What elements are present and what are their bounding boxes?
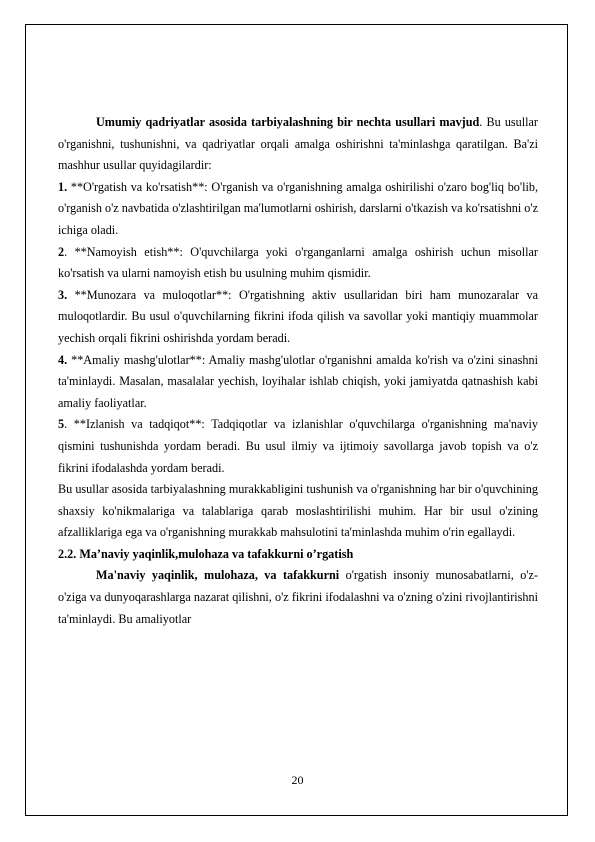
list-item-1 <box>58 177 538 242</box>
section-intro-text: o'rgatish insoniy munosabatlarni, o'z-o'ziga va dunyoqarashlarga nazarat qilishni, o'z fikrini ifodalashni va o'zning o'zini rivojlantirishni ta'minlaydi. Bu amaliyotlar <box>58 568 538 626</box>
list-item-5-text: . **Izlanish va tadqiqot**: Tadqiqotlar va izlanishlar o'quvchilarga o'rganishning ma'naviy qismini tushunishda yordam beradi. Bu usul ilmiy va ijtimoiy savollarga javob topish va o'z fikrini ifodalashda yordam beradi. <box>58 417 538 475</box>
section-intro-paragraph <box>58 565 538 630</box>
list-item-4-text: **Amaliy mashg'ulotlar**: Amaliy mashg'ulotlar o'rganishni amalda ko'rish va o'zini sinashni ta'minlaydi. Masalan, masalalar yechish, loyihalar ishlab chiqish, yoki jamiyatda qatnashish kabi amaliy faoliyatlar. <box>58 352 538 410</box>
intro-text: . Bu usullar o'rganishni, tushunishni, va qadriyatlar orqali amalga oshirishni ta'minlashga qaratilgan. Ba'zi mashhur usullar quyidagilardir: <box>58 115 538 173</box>
section-intro-bold-phrase: Ma'naviy yaqinlik, mulohaza, va tafakkurni <box>96 568 340 583</box>
list-item-2-number: 2 <box>58 244 65 259</box>
list-item-3-text: **Munozara va muloqotlar**: O'rgatishning aktiv usullaridan biri ham munozaralar va muloqotlardir. Bu usul o'quvchilarning fikrini ifoda qilish va savollar yoki mantiqiy muammolar yechish orqali fikrini oshirishda yordam beradi. <box>58 287 538 345</box>
list-item-4 <box>58 350 538 415</box>
list-item-1-number: 1. <box>58 179 68 194</box>
list-item-3-number: 3. <box>58 287 68 302</box>
list-item-1-text: **O'rgatish va ko'rsatish**: O'rganish va o'rganishning amalga oshirilishi o'zaro bog'liq bo'lib, o'rganish o'z navbatida o'zlashtirilgan ma'lumotlarni oshirish, darslarni o'tkazish va ko'rsatishni o'z ichiga oladi. <box>58 179 538 237</box>
list-item-4-number: 4. <box>58 352 68 367</box>
section-heading: 2.2. Ma’naviy yaqinlik,mulohaza va tafakkurni o’rgatish <box>58 546 354 561</box>
document-body <box>58 112 538 630</box>
page-number: 20 <box>291 773 304 787</box>
list-item-2-text: . **Namoyish etish**: O'quvchilarga yoki o'rganganlarni amalga oshirish uchun misollar ko'rsatish va ularni namoyish etish bu usulning muhim qismidir. <box>58 244 538 281</box>
conclusion-paragraph: Bu usullar asosida tarbiyalashning murakkabligini tushunish va o'rganishning har bir o'quvchining shaxsiy ko'nikmalariga va talablariga qarab moslashtirilishi muhim. Har bir usul o'zining afzalliklariga ega va o'rganishning murakkab mahsulotini ta'minlashda muhim o'rin egallaydi. <box>58 482 538 540</box>
intro-bold-phrase: Umumiy qadriyatlar asosida tarbiyalashning bir nechta usullari mavjud <box>96 115 480 129</box>
list-item-5-number: 5 <box>58 417 65 432</box>
list-item-3 <box>58 285 538 350</box>
list-item-2 <box>58 242 538 285</box>
list-item-5 <box>58 414 538 479</box>
intro-paragraph <box>58 112 538 177</box>
